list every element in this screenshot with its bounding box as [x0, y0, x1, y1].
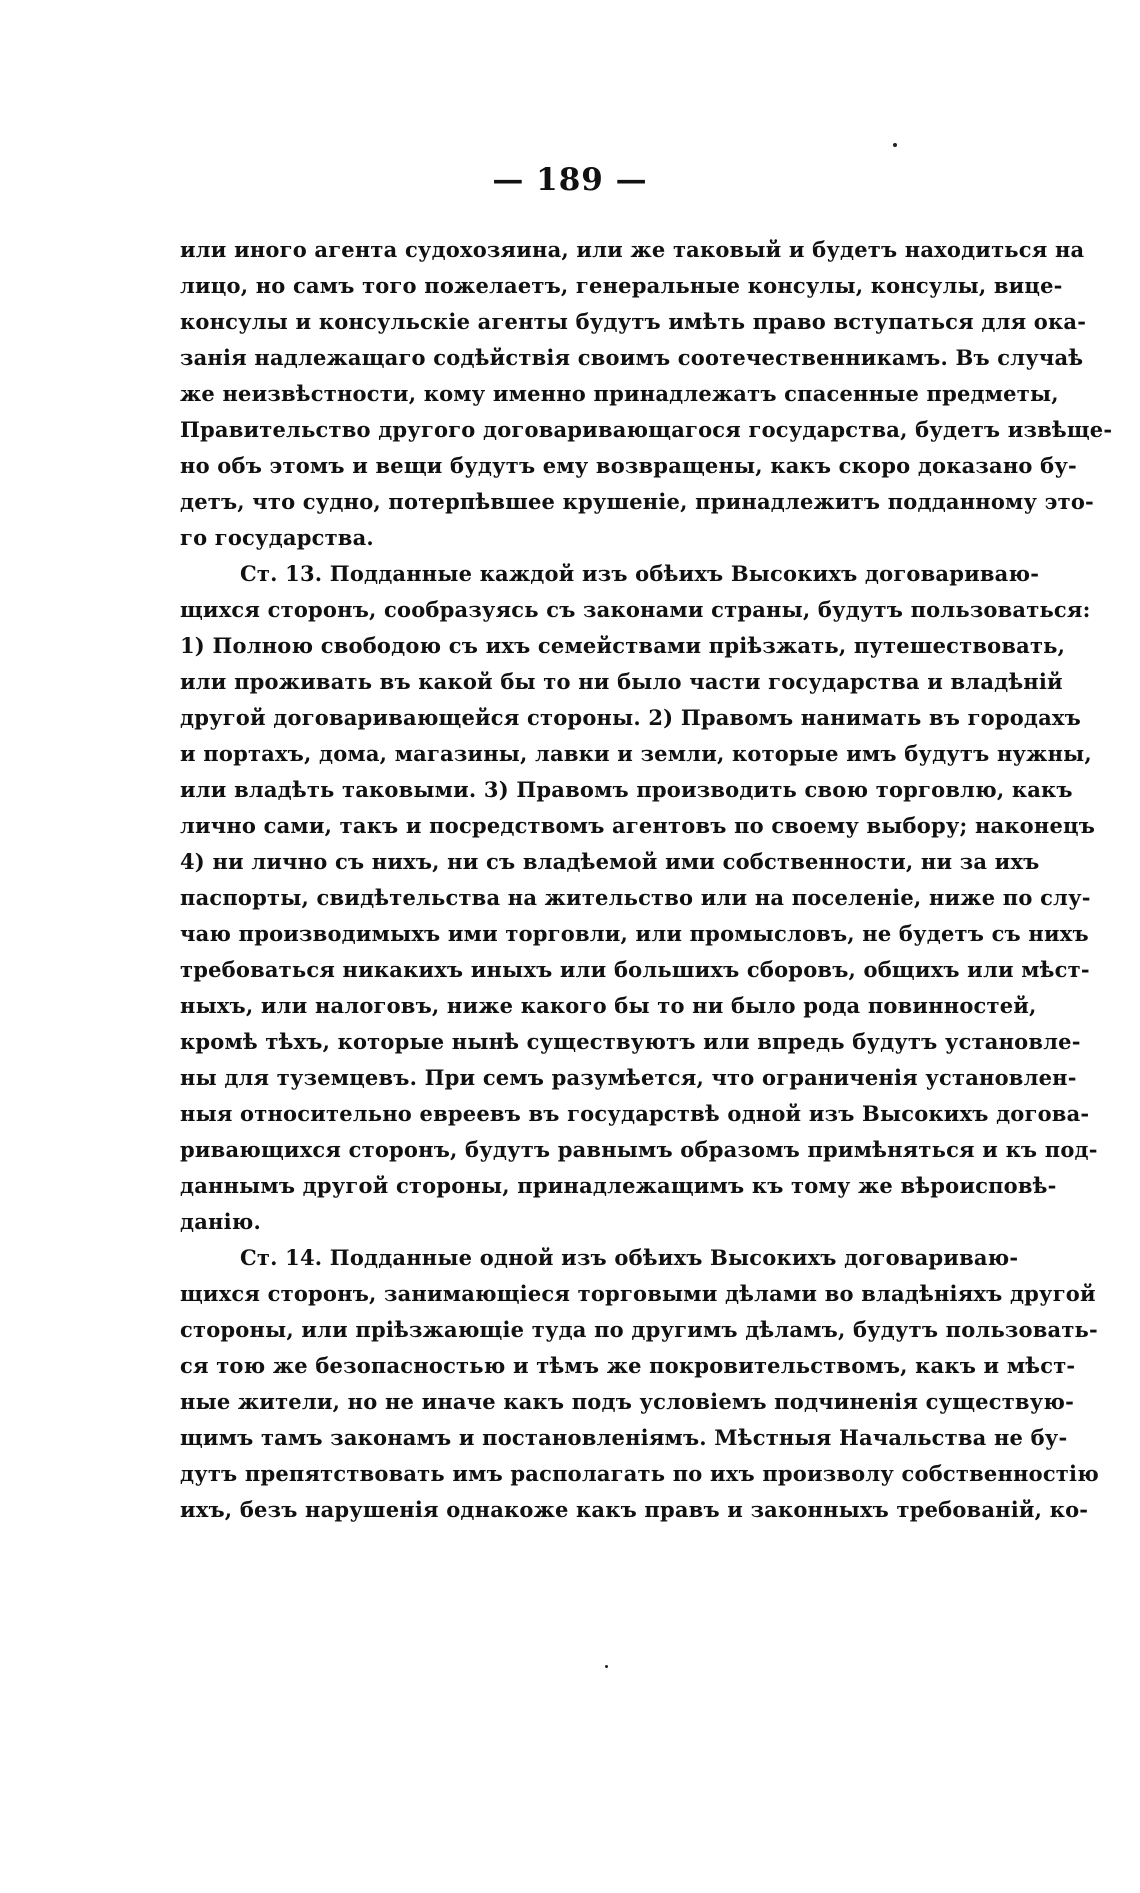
- text-line: дутъ препятствовать имъ располагать по ихъ произволу собственностію: [180, 1461, 1099, 1486]
- paragraph-continuation: [180, 232, 1113, 556]
- text-line: детъ, что судно, потерпѣвшее крушеніе, принадлежитъ подданному это-: [180, 489, 1094, 514]
- text-line: ныхъ, или налоговъ, ниже какого бы то ни было рода повинностей,: [180, 993, 1037, 1018]
- text-line: же неизвѣстности, кому именно принадлежатъ спасенные предметы,: [180, 381, 1059, 406]
- text-line: Ст. 13. Подданные каждой изъ обѣихъ Высокихъ договариваю-: [240, 561, 1040, 586]
- scan-speck: [893, 143, 897, 147]
- text-line: даннымъ другой стороны, принадлежащимъ къ тому же вѣроисповѣ-: [180, 1173, 1057, 1198]
- text-line: ся тою же безопасностью и тѣмъ же покровительствомъ, какъ и мѣст-: [180, 1353, 1076, 1378]
- text-line: стороны, или пріѣзжающіе туда по другимъ дѣламъ, будутъ пользовать-: [180, 1317, 1098, 1342]
- text-line: консулы и консульскіе агенты будутъ имѣть право вступаться для ока-: [180, 309, 1087, 334]
- text-line: ны для туземцевъ. При семъ разумѣется, что ограниченія установлен-: [180, 1065, 1077, 1090]
- text-line: ривающихся сторонъ, будутъ равнымъ образомъ примѣняться и къ под-: [180, 1137, 1098, 1162]
- text-line: 4) ни лично съ нихъ, ни съ владѣемой ими собственности, ни за ихъ: [180, 849, 1040, 874]
- text-line: щихся сторонъ, занимающіеся торговыми дѣлами во владѣніяхъ другой: [180, 1281, 1096, 1306]
- text-line: кромѣ тѣхъ, которые нынѣ существуютъ или впредь будутъ установле-: [180, 1029, 1081, 1054]
- text-line: данію.: [180, 1209, 261, 1234]
- text-line: и портахъ, дома, магазины, лавки и земли, которые имъ будутъ нужны,: [180, 741, 1092, 766]
- article-14: [180, 1240, 1099, 1528]
- text-line: лично сами, такъ и посредствомъ агентовъ по своему выбору; наконецъ: [180, 813, 1096, 838]
- text-line: паспорты, свидѣтельства на жительство или на поселеніе, ниже по слу-: [180, 885, 1091, 910]
- text-line: но объ этомъ и вещи будутъ ему возвращены, какъ скоро доказано бу-: [180, 453, 1077, 478]
- text-line: чаю производимыхъ ими торговли, или промысловъ, не будетъ съ нихъ: [180, 921, 1089, 946]
- text-line: или иного агента судохозяина, или же таковый и будетъ находиться на: [180, 237, 1085, 262]
- text-line: ныя относительно евреевъ въ государствѣ одной изъ Высокихъ догова-: [180, 1101, 1090, 1126]
- text-line: другой договаривающейся стороны. 2) Правомъ нанимать въ городахъ: [180, 705, 1081, 730]
- text-line: щихся сторонъ, сообразуясь съ законами страны, будутъ пользоваться:: [180, 597, 1091, 622]
- text-line: ихъ, безъ нарушенія однакоже какъ правъ и законныхъ требованій, ко-: [180, 1497, 1089, 1522]
- text-line: ные жители, но не иначе какъ подъ условіемъ подчиненія существую-: [180, 1389, 1074, 1414]
- scan-speck: [605, 1665, 608, 1668]
- text-line: Правительство другого договаривающагося государства, будетъ извѣще-: [180, 417, 1113, 442]
- text-line: го государства.: [180, 525, 374, 550]
- text-line: или проживать въ какой бы то ни было части государства и владѣній: [180, 669, 1063, 694]
- text-line: требоваться никакихъ иныхъ или большихъ сборовъ, общихъ или мѣст-: [180, 957, 1090, 982]
- page-number: — 189 —: [492, 162, 648, 198]
- text-line: 1) Полною свободою съ ихъ семействами пріѣзжать, путешествовать,: [180, 633, 1066, 658]
- text-line: Ст. 14. Подданные одной изъ обѣихъ Высокихъ договариваю-: [240, 1245, 1019, 1270]
- body-text: [180, 232, 1113, 1528]
- text-line: щимъ тамъ законамъ и постановленіямъ. Мѣстныя Начальства не бу-: [180, 1425, 1068, 1450]
- text-line: или владѣть таковыми. 3) Правомъ производить свою торговлю, какъ: [180, 777, 1073, 802]
- text-line: лицо, но самъ того пожелаетъ, генеральные консулы, консулы, вице-: [180, 273, 1063, 298]
- text-line: занія надлежащаго содѣйствія своимъ соотечественникамъ. Въ случаѣ: [180, 345, 1084, 370]
- article-13: [180, 556, 1098, 1240]
